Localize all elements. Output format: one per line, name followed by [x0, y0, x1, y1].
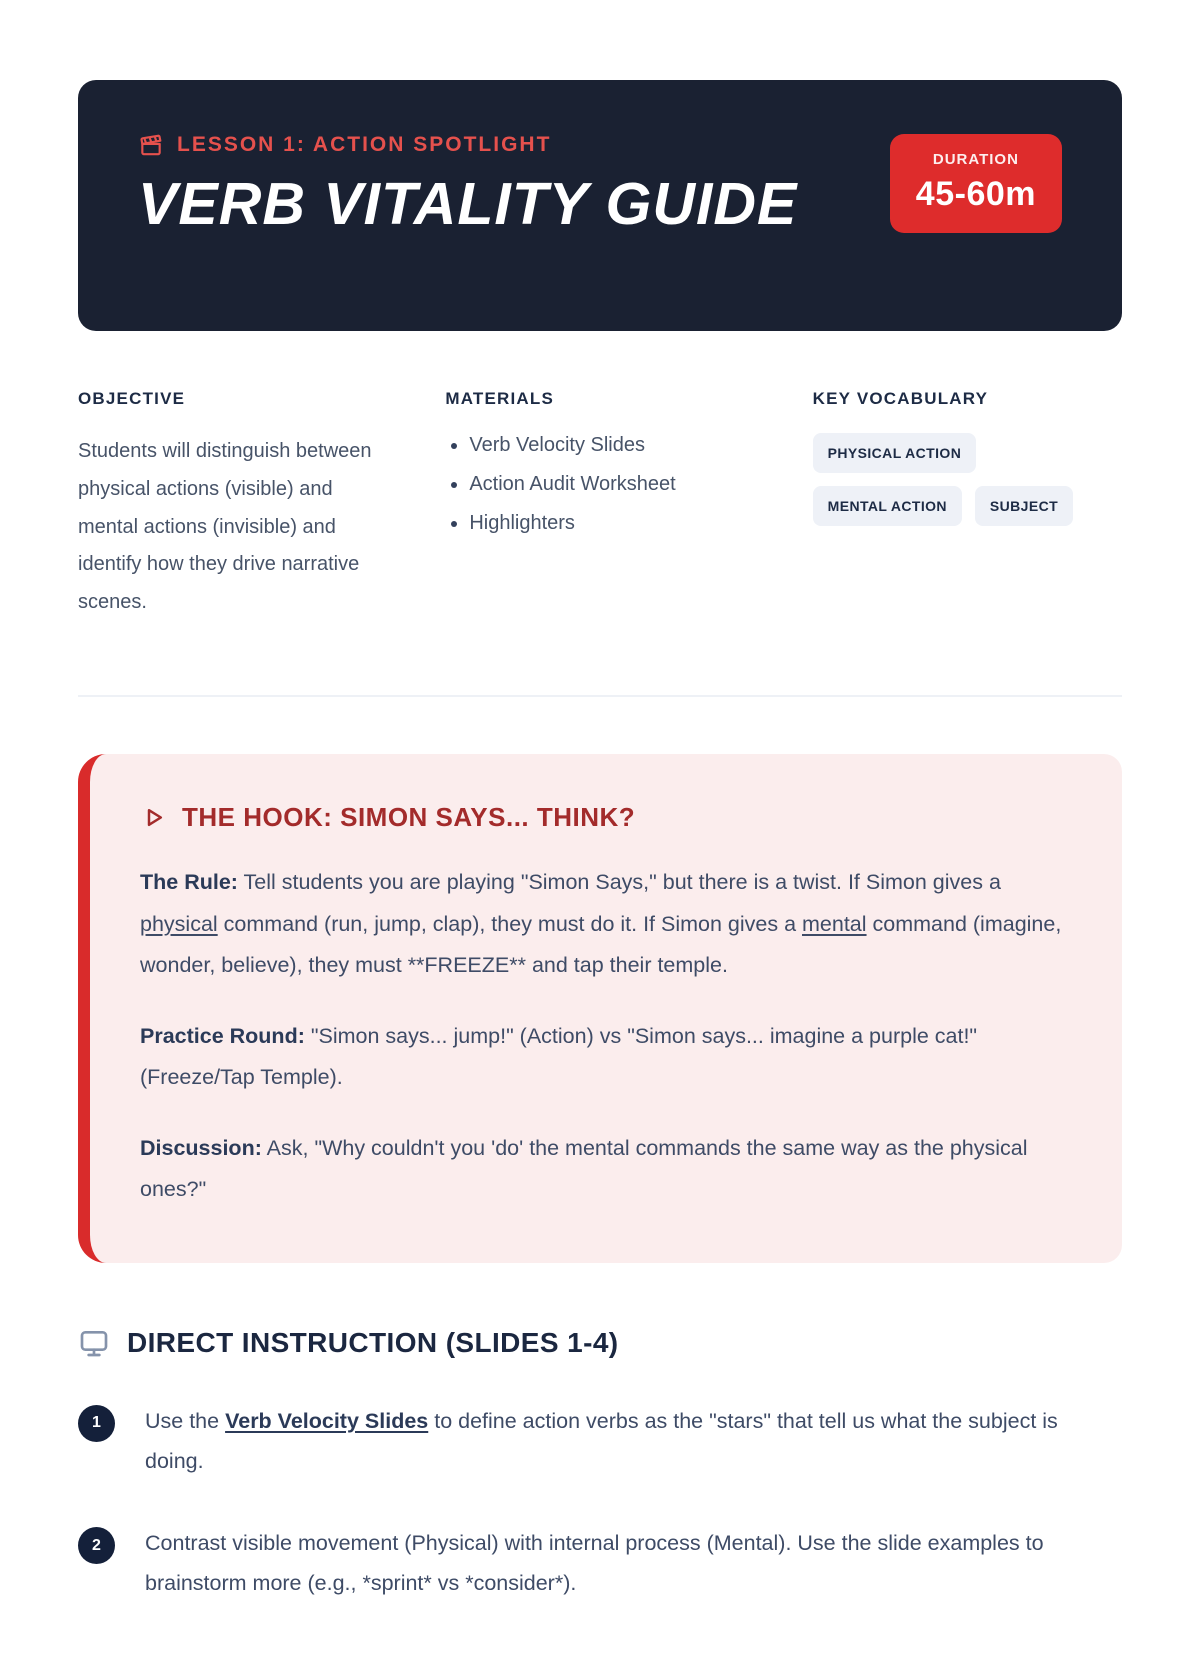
- objective-heading: OBJECTIVE: [78, 389, 186, 409]
- materials-column: [445, 389, 754, 641]
- materials-heading: MATERIALS: [445, 389, 555, 409]
- section-divider: [78, 695, 1122, 697]
- practice-text: "Simon says... jump!" (Action) vs "Simon says... imagine a purple cat!" (Freeze/Tap Temple).: [140, 1023, 978, 1090]
- objective-column: [78, 389, 387, 641]
- page-title: VERB VITALITY GUIDE: [138, 171, 798, 237]
- hook-practice-paragraph: [140, 1016, 1064, 1099]
- header-text-group: [138, 132, 797, 275]
- direct-instruction-section: [78, 1327, 1122, 1604]
- step-text: [145, 1402, 1122, 1482]
- instruction-heading: [78, 1327, 1122, 1359]
- step-text-segment: Use the: [145, 1408, 226, 1433]
- vocabulary-heading: KEY VOCABULARY: [812, 389, 989, 409]
- duration-label: DURATION: [932, 151, 1019, 168]
- instruction-step: [78, 1402, 1122, 1482]
- rule-underline-physical: physical: [140, 911, 218, 936]
- vocab-tag: MENTAL ACTION: [813, 486, 962, 526]
- duration-badge: [890, 134, 1062, 233]
- hook-card: [78, 754, 1122, 1262]
- rule-label: The Rule:: [140, 870, 238, 895]
- materials-item: • Action Audit Worksheet: [469, 468, 754, 500]
- verb-velocity-slides-link: Verb Velocity Slides: [225, 1408, 429, 1433]
- lesson-header: [78, 80, 1122, 331]
- step-number-badge: 1: [78, 1405, 115, 1442]
- lesson-kicker: [138, 132, 797, 158]
- clapperboard-icon: [138, 132, 164, 158]
- rule-text: command (run, jump, clap), they must do it. If Simon gives a: [217, 911, 802, 936]
- monitor-icon: [78, 1327, 110, 1359]
- vocabulary-tags: [813, 433, 1122, 526]
- instruction-step: [78, 1524, 1122, 1604]
- step-text: Contrast visible movement (Physical) with internal process (Mental). Use the slide examples to brainstorm more (e.g., *sprint* vs *consider*).: [145, 1531, 1044, 1596]
- step-text-segment: to define action verbs as the "stars" that tell us what the subject is doing.: [145, 1408, 1058, 1473]
- discussion-text: Ask, "Why couldn't you 'do' the mental commands the same way as the physical ones?": [140, 1135, 1028, 1202]
- rule-text: Tell students you are playing "Simon Says," but there is a twist. If Simon gives a: [237, 870, 1001, 895]
- overview-section: [78, 389, 1122, 641]
- duration-value: 45-60m: [915, 175, 1036, 213]
- rule-underline-mental: mental: [802, 911, 867, 936]
- materials-item: • Highlighters: [469, 507, 754, 539]
- instruction-title: DIRECT INSTRUCTION (SLIDES 1-4): [127, 1326, 619, 1358]
- hook-discussion-paragraph: [140, 1128, 1064, 1211]
- materials-item: • Verb Velocity Slides: [469, 429, 754, 461]
- vocab-tag: SUBJECT: [975, 486, 1073, 526]
- materials-list: [445, 429, 754, 539]
- hook-rule-paragraph: [140, 862, 1064, 986]
- hook-heading: [140, 802, 1064, 833]
- step-number-badge: 2: [78, 1527, 115, 1564]
- hook-title: THE HOOK: SIMON SAYS... THINK?: [182, 802, 636, 833]
- kicker-label: LESSON 1: ACTION SPOTLIGHT: [177, 133, 552, 156]
- practice-label: Practice Round:: [140, 1023, 305, 1048]
- discussion-label: Discussion:: [140, 1135, 262, 1160]
- vocab-tag: PHYSICAL ACTION: [813, 433, 977, 473]
- rule-text: command (imagine, wonder, believe), they must **FREEZE** and tap their temple.: [140, 911, 1062, 978]
- objective-text: Students will distinguish between physical actions (visible) and mental actions (invisible) and identify how they drive narrative scenes.: [78, 440, 372, 613]
- play-icon: [140, 804, 167, 831]
- vocabulary-column: [813, 389, 1122, 641]
